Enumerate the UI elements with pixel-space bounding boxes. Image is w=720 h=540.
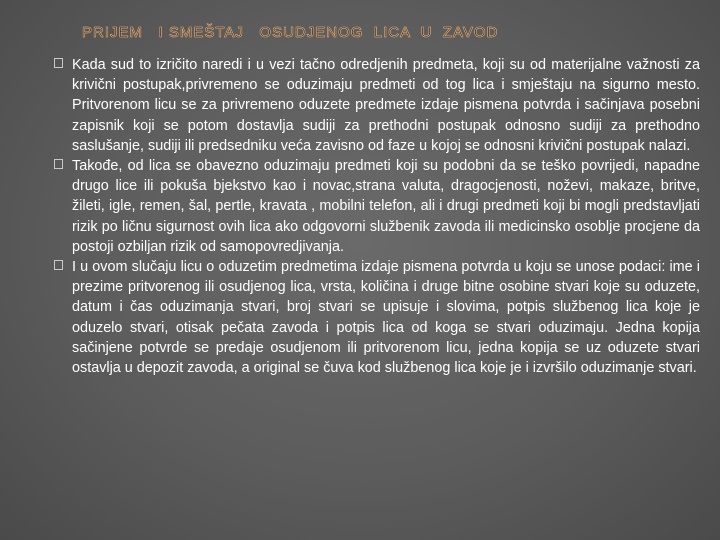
bullet-item-1 <box>54 55 700 156</box>
square-bullet-icon <box>54 159 63 169</box>
bullet-item-3 <box>54 257 700 378</box>
bullet-text-1: Kada sud to izričito naredi i u vezi tačno odredjenih predmeta, koji su od materijalne važnosti za krivični postupak,privremeno se oduzimaju predmeti od tog lica i smještaju na sigurno mesto. Pritvorenom licu se za privremeno oduzete predmete izdaje pismena potvrda i sačinjava posebni zapisnik koji se potom dostavlja sudiji za prethodni postupak odnosno sudiji za prethodno saslušanje, sudiji ili predsedniku veća zavisno od faze u kojoj se odnosni krivični postupak nalazi. <box>72 57 700 154</box>
slide-title: PRIJEM I SMEŠTAJ OSUDJENOG LICA U ZAVOD <box>82 24 499 41</box>
bullet-item-2 <box>54 156 700 257</box>
square-bullet-icon <box>54 58 63 68</box>
square-bullet-icon <box>54 260 63 270</box>
bullet-list <box>54 55 700 378</box>
bullet-text-3: I u ovom slučaju licu o oduzetim predmetima izdaje pismena potvrda u koju se unose podaci: ime i prezime pritvorenog ili osudjenog lica, vrsta, količina i druge bitne osobine stvari koje su oduzete, datum i čas oduzimanja stvari, broj stvari se upisuje i slovima, potpis službenog lica koje je oduzelo stvari, otisak pečata zavoda i potpis lica od koga se stvari oduzimaju. Jedna kopija sačinjene potvrde se predaje osudjenom ili pritvorenom licu, jedna kopija se uz oduzete stvari ostavlja u depozit zavoda, a original se čuva kod službenog lica koje je i izvršilo oduzimanje stvari. <box>72 259 700 377</box>
bullet-text-2: Takođe, od lica se obavezno oduzimaju predmeti koji su podobni da se teško povrijedi, napadne drugo lice ili pokuša bjekstvo kao i novac,strana valuta, dragocjenosti, noževi, makaze, britve, žileti, igle, remen, šal, pertle, kravata , mobilni telefon, ali i drugi predmeti koji bi mogli predstavljati rizik po ličnu sigurnost ovih lica ako odgovorni službenik zavoda ili medicinsko osoblje procjene da postoji ozbiljan rizik od samopovredjivanja. <box>72 158 700 255</box>
